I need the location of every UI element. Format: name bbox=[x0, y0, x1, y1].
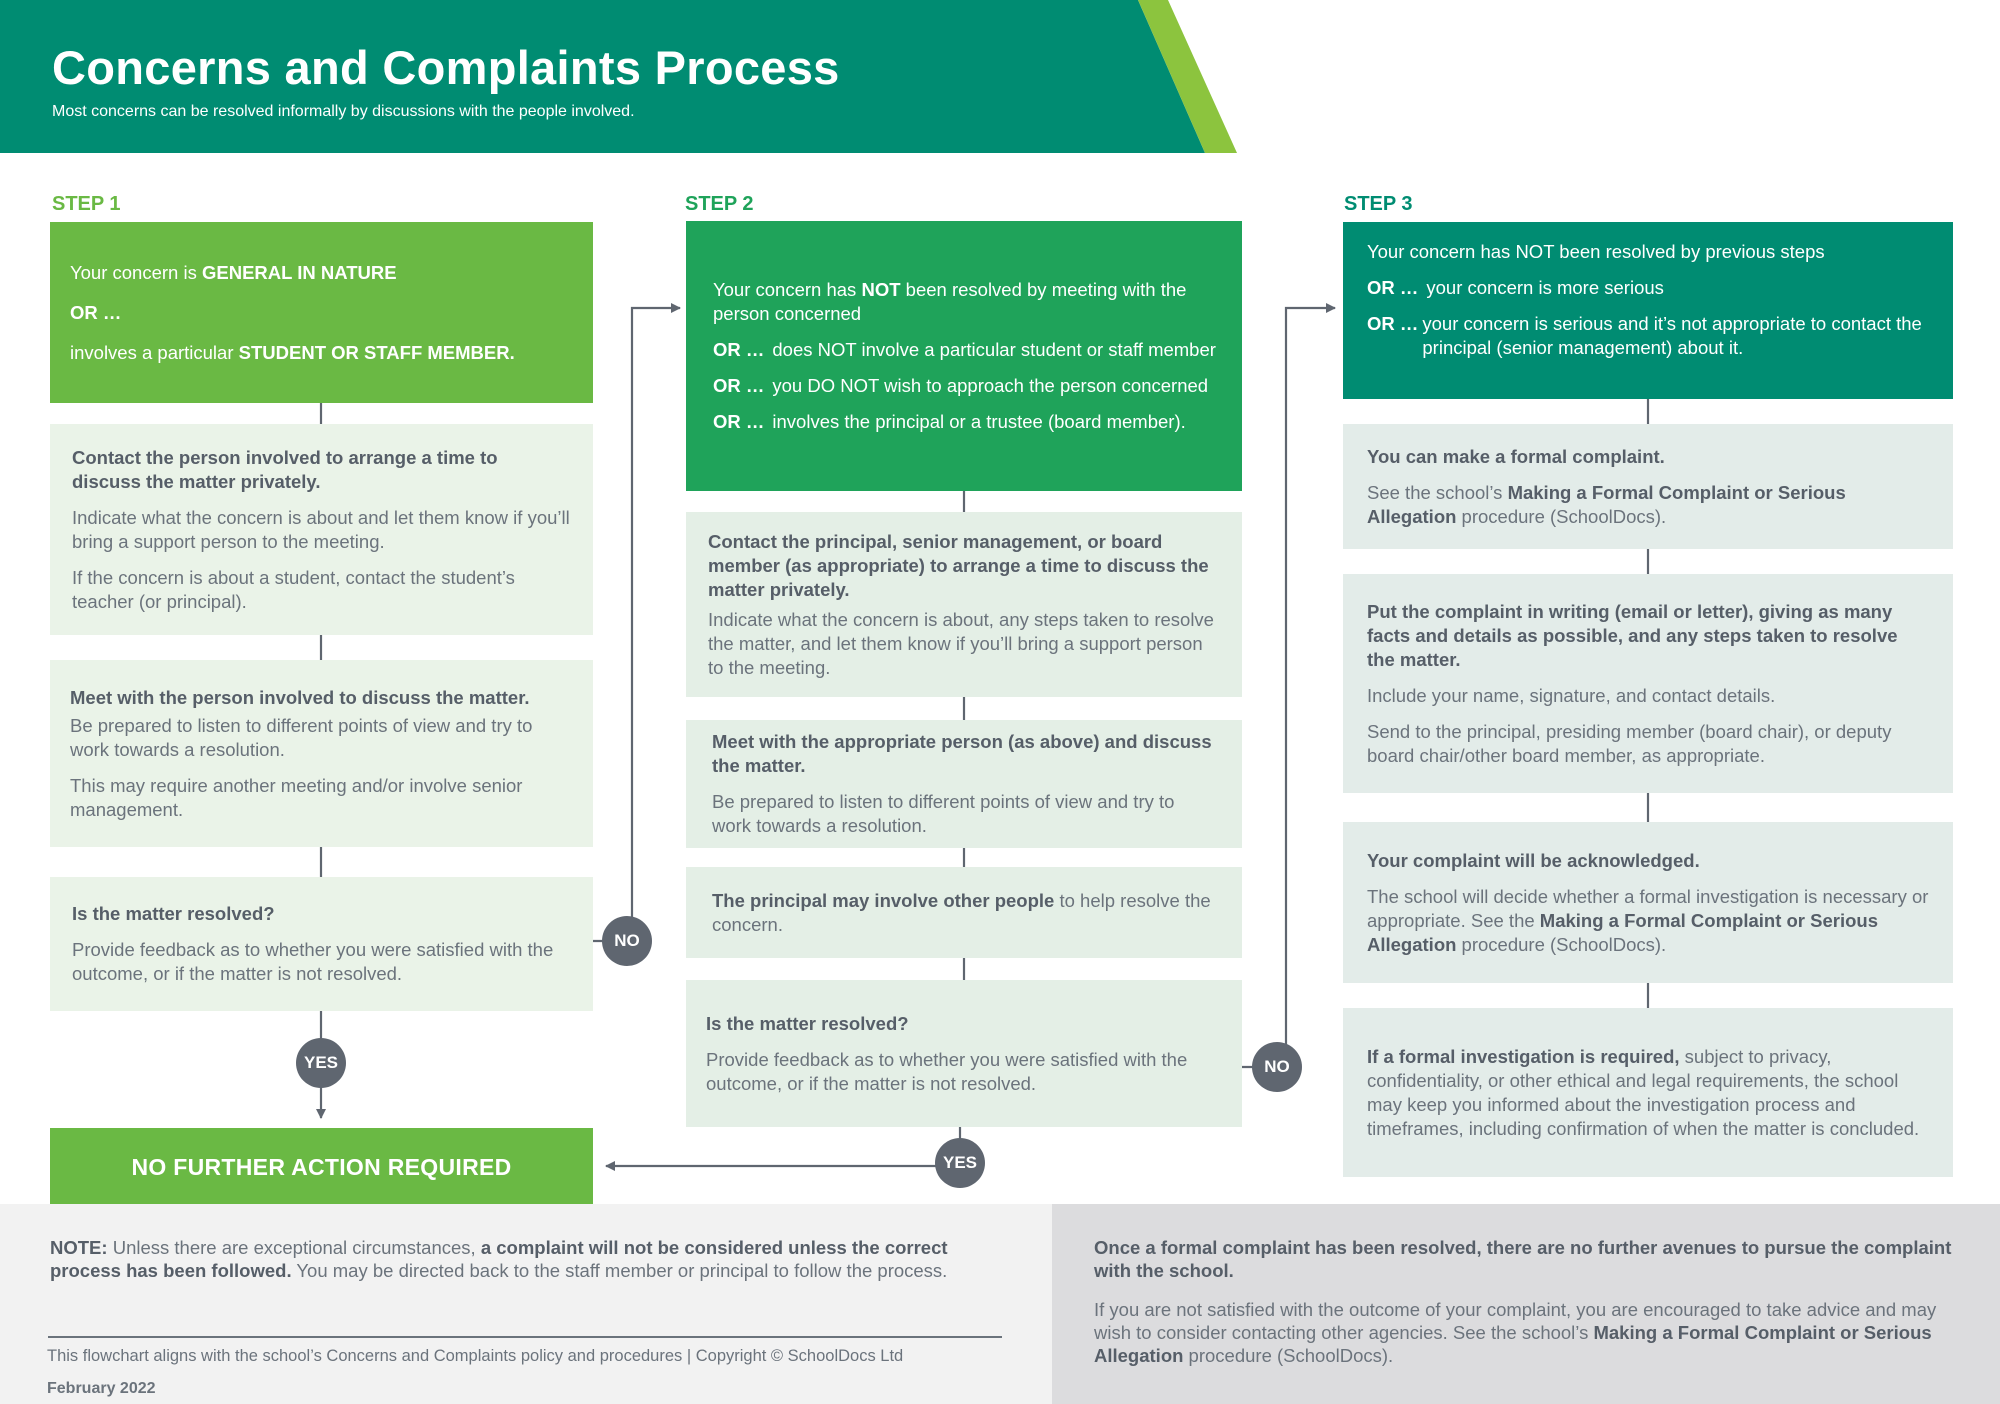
step-1-box-contact-para: If the concern is about a student, contact the student’s teacher (or principal). bbox=[72, 566, 515, 612]
step-1-box-meet-para: Be prepared to listen to different points of view and try to work towards a resolution. bbox=[70, 714, 533, 760]
footer-note-bold: a complaint will not be considered unless the correct process has been followed. bbox=[50, 1237, 948, 1281]
connector-s1-no bbox=[593, 308, 680, 941]
step-2-box-principal-bold: The principal may involve other people bbox=[712, 889, 1055, 911]
page-subtitle: Most concerns can be resolved informally by discussions with the people involved. bbox=[52, 103, 635, 120]
step-2-header-box bbox=[686, 221, 1242, 491]
step-3-box-acknowledged-procedure: Making a Formal Complaint or Serious Allegation bbox=[1367, 909, 1878, 955]
step-1-box-meet bbox=[50, 660, 593, 847]
step-1-line3-bold: STUDENT OR STAFF MEMBER. bbox=[238, 341, 515, 363]
footer-note-panel bbox=[0, 1204, 1052, 1404]
step-1-line1-bold: GENERAL IN NATURE bbox=[201, 261, 397, 283]
no-further-action-box: NO FURTHER ACTION REQUIRED bbox=[50, 1128, 593, 1207]
step-2-label: STEP 2 bbox=[685, 193, 754, 215]
step-1-box-resolved bbox=[50, 877, 593, 1011]
step-3-box-formal-procedure: Making a Formal Complaint or Serious Allegation bbox=[1367, 481, 1846, 527]
step-3-box-formal bbox=[1343, 424, 1953, 549]
footer-resolution-text bbox=[1094, 1298, 1964, 1367]
step-2-box-contact-para: Indicate what the concern is about, any steps taken to resolve the matter, and let them know if you’ll bring a support person to the meeting. bbox=[708, 608, 1214, 678]
step-2-line1: Your concern has bbox=[713, 279, 862, 300]
step-3-or-text: your concern is more serious bbox=[1426, 277, 1664, 298]
step-3-box-formal-para: See the school’s bbox=[1367, 481, 1508, 503]
step-1-box-meet-title: Meet with the person involved to discuss the matter. bbox=[70, 686, 530, 708]
step-1-box-contact bbox=[50, 424, 593, 635]
step-3-box-investigation-rest: subject to privacy, confidentiality, or other ethical and legal requirements, the school may keep you informed about the investigation process and timeframes, including confirmation of when the matter is concluded. bbox=[1367, 1045, 1920, 1139]
step-3-box-formal-para-rest: procedure (SchoolDocs). bbox=[1456, 505, 1667, 527]
footer-resolution-procedure: Making a Formal Complaint or Serious Allegation bbox=[1094, 1322, 1932, 1366]
no-badge-step1: NO bbox=[602, 916, 652, 966]
step-2-or-text: involves the principal or a trustee (board member). bbox=[772, 411, 1186, 432]
footer-note bbox=[50, 1236, 1010, 1282]
step-3-or-text: your concern is serious and it’s not appropriate to contact the principal (senior management) about it. bbox=[1422, 313, 1922, 358]
step-2-box-meet-title: Meet with the appropriate person (as above) and discuss the matter. bbox=[712, 731, 1212, 776]
connector-s2-no bbox=[1242, 308, 1335, 1067]
step-3-box-investigation bbox=[1343, 1008, 1953, 1177]
step-2-or: OR … bbox=[713, 411, 765, 432]
step-2-box-principal bbox=[686, 867, 1242, 958]
step-1-box-contact-para: Indicate what the concern is about and let them know if you’ll bring a support person to the meeting. bbox=[72, 506, 570, 552]
page-title: Concerns and Complaints Process bbox=[52, 41, 840, 94]
step-2-or-text-bold: NOT bbox=[817, 339, 857, 360]
footer-resolution-bold: Once a formal complaint has been resolved, there are no further avenues to pursue the complaint with the school. bbox=[1094, 1237, 1952, 1281]
step-3-or-item bbox=[1367, 312, 1929, 360]
step-3-label: STEP 3 bbox=[1344, 193, 1413, 215]
step-3-box-acknowledged-para: The school will decide whether a formal investigation is necessary or appropriate. See the bbox=[1367, 885, 1929, 931]
step-1-box-resolved-para: Provide feedback as to whether you were satisfied with the outcome, or if the matter is not resolved. bbox=[72, 939, 554, 984]
footer-note-rest: You may be directed back to the staff member or principal to follow the process. bbox=[291, 1260, 948, 1281]
step-3-box-investigation-bold: If a formal investigation is required, bbox=[1367, 1045, 1680, 1067]
step-2-or: OR … bbox=[713, 339, 765, 360]
step-1-or: OR … bbox=[70, 301, 122, 323]
step-2-or: OR … bbox=[713, 375, 765, 396]
step-2-or-item bbox=[713, 338, 1216, 362]
step-2-or-text: you bbox=[772, 375, 808, 396]
step-2-box-resolved-title: Is the matter resolved? bbox=[706, 1012, 909, 1034]
step-3-line1: Your concern has NOT been resolved by previous steps bbox=[1367, 241, 1825, 262]
step-2-line1-bold: NOT bbox=[861, 279, 901, 300]
step-3-box-writing-title: Put the complaint in writing (email or letter), giving as many facts and details as possible, and any steps taken to resolve the matter. bbox=[1367, 600, 1898, 670]
footer-divider bbox=[48, 1336, 1002, 1338]
step-2-or-item bbox=[713, 374, 1216, 398]
step-3-box-formal-title: You can make a formal complaint. bbox=[1367, 445, 1665, 467]
yes-badge-step2: YES bbox=[935, 1138, 985, 1188]
footer-resolution-para: If you are not satisfied with the outcome of your complaint, you are encouraged to take advice and may wish to consider contacting other agencies. See the school’s bbox=[1094, 1299, 1937, 1343]
footer-resolution-heading bbox=[1094, 1236, 1964, 1282]
step-2-or-text: does bbox=[772, 339, 818, 360]
step-2-line1-rest: been resolved by meeting with the person concerned bbox=[713, 279, 1187, 324]
step-3-box-writing-para: Send to the principal, presiding member (board chair), or deputy board chair/other board member, as appropriate. bbox=[1367, 720, 1892, 766]
no-badge-step2: NO bbox=[1252, 1042, 1302, 1092]
step-3-or-item bbox=[1367, 276, 1929, 300]
step-3-box-acknowledged bbox=[1343, 822, 1953, 983]
yes-badge-step1: YES bbox=[296, 1038, 346, 1088]
step-2-box-resolved-para: Provide feedback as to whether you were satisfied with the outcome, or if the matter is not resolved. bbox=[706, 1048, 1188, 1094]
footer-note-text: Unless there are exceptional circumstances, bbox=[107, 1237, 481, 1258]
step-1-box-contact-title: Contact the person involved to arrange a time to discuss the matter privately. bbox=[72, 446, 498, 492]
step-1-header-box bbox=[50, 222, 593, 403]
step-3-box-acknowledged-para-rest: procedure (SchoolDocs). bbox=[1456, 933, 1667, 955]
footer-date: February 2022 bbox=[47, 1380, 156, 1397]
footer-credit: This flowchart aligns with the school’s Concerns and Complaints policy and procedures | Copyright © SchoolDocs Ltd bbox=[47, 1347, 904, 1365]
step-2-box-contact bbox=[686, 512, 1242, 697]
step-3-or: OR … bbox=[1367, 313, 1419, 334]
step-2-box-resolved bbox=[686, 980, 1242, 1127]
step-2-box-meet bbox=[686, 720, 1242, 848]
step-3-box-writing-para: Include your name, signature, and contact details. bbox=[1367, 684, 1776, 706]
step-3-box-acknowledged-title: Your complaint will be acknowledged. bbox=[1367, 849, 1700, 871]
step-3-header-box bbox=[1343, 222, 1953, 399]
step-2-or-item bbox=[713, 410, 1216, 434]
step-1-line3: involves a particular bbox=[70, 341, 239, 363]
step-1-box-resolved-title: Is the matter resolved? bbox=[72, 903, 275, 924]
step-2-box-contact-title: Contact the principal, senior management, or board member (as appropriate) to arrange a time to discuss the matter privately. bbox=[708, 530, 1209, 600]
step-2-or-text-rest: involve a particular student or staff member bbox=[856, 339, 1216, 360]
step-1-label: STEP 1 bbox=[52, 193, 121, 215]
step-2-box-principal-rest: to help resolve the concern. bbox=[712, 889, 1211, 935]
step-3-box-writing bbox=[1343, 574, 1953, 793]
footer-resolution-para-rest: procedure (SchoolDocs). bbox=[1183, 1345, 1394, 1366]
step-3-or: OR … bbox=[1367, 277, 1419, 298]
step-1-line1: Your concern is bbox=[70, 261, 202, 283]
footer-note-label: NOTE: bbox=[50, 1237, 108, 1258]
step-2-or-text-bold: DO NOT bbox=[807, 375, 879, 396]
step-2-or-text-rest: wish to approach the person concerned bbox=[878, 375, 1209, 396]
step-2-box-meet-para: Be prepared to listen to different points of view and try to work towards a resolution. bbox=[712, 791, 1175, 836]
step-1-box-meet-para: This may require another meeting and/or involve senior management. bbox=[70, 774, 523, 820]
